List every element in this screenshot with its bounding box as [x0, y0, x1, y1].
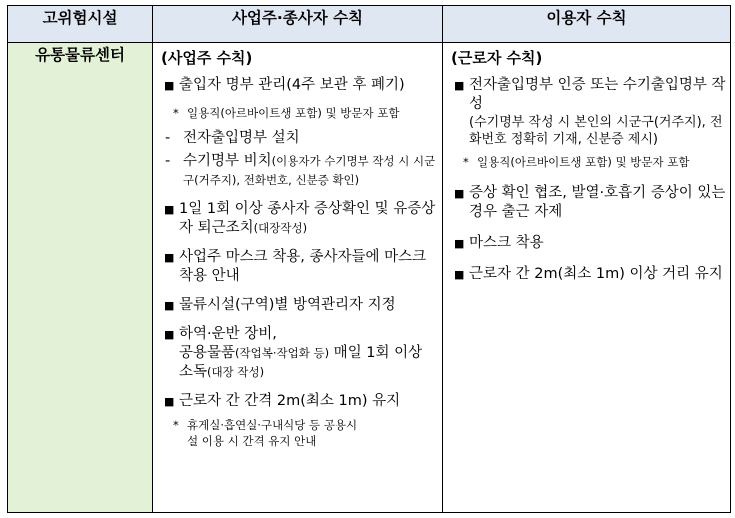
employer-dash-handwritten-log: - 수기명부 비치(이용자가 수기명부 작성 시 시군구(거주지), 전화번호, 신분증 확인) [165, 153, 436, 187]
employer-item-symptom-check: ■ 1일 1회 이상 종사자 증상확인 및 유증상자 퇴근조치(대장작성) [164, 201, 436, 236]
employer-item-visitor-log: ■ 출입자 명부 관리(4주 보관 후 폐기) [164, 77, 405, 93]
user-item-mask: ■ 마스크 착용 [454, 235, 544, 251]
user-item-visitor-log: ■ 전자출입명부 인증 또는 수기출입명부 작성 (수기명부 작성 시 본인의 시군구(거주지), 전화번호 정확히 기재, 신분증 제시) [454, 77, 726, 147]
employer-dash-electronic-log: - 전자출입명부 설치 [165, 130, 300, 146]
body-row [8, 43, 731, 513]
facility-name: 유통물류센터 [8, 43, 153, 513]
employer-item-distance: ■ 근로자 간 간격 2m(최소 1m) 유지 [164, 393, 401, 409]
employer-item-quarantine-manager: ■ 물류시설(구역)별 방역관리자 지정 [164, 297, 396, 313]
header-row [8, 6, 731, 43]
header-employer-rules: 사업주·종사자 수칙 [153, 6, 443, 43]
user-rules-cell [443, 43, 731, 513]
employer-rules-cell [153, 43, 443, 513]
employer-note-shared-facilities: * 휴게실·흡연실·구내식당 등 공용시설 이용 시 간격 유지 안내 [173, 418, 358, 448]
user-note-daily-workers: * 일용직(아르바이트생 포함) 및 방문자 포함 [463, 155, 690, 169]
employer-rules-title: (사업주 수칙) [161, 49, 253, 67]
employer-item-mask: ■ 사업주 마스크 착용, 종사자들에 마스크 착용 안내 [164, 249, 427, 284]
user-item-symptom: ■ 증상 확인 협조, 발열·호흡기 증상이 있는 경우 출근 자제 [454, 185, 726, 220]
bullet-marker: ■ [164, 79, 175, 92]
header-user-rules: 이용자 수칙 [443, 6, 731, 43]
header-facility: 고위험시설 [8, 6, 153, 43]
employer-note-daily-workers: * 일용직(아르바이트생 포함) 및 방문자 포함 [173, 106, 400, 120]
employer-item-disinfection: ■ 하역·운반 장비, 공용물품(작업복·작업화 등) 매일 1회 이상 소독(대장 작성) [164, 326, 423, 380]
user-rules-title: (근로자 수칙) [451, 49, 543, 67]
user-item-distance: ■ 근로자 간 2m(최소 1m) 이상 거리 유지 [454, 266, 723, 282]
guideline-table [7, 5, 731, 513]
